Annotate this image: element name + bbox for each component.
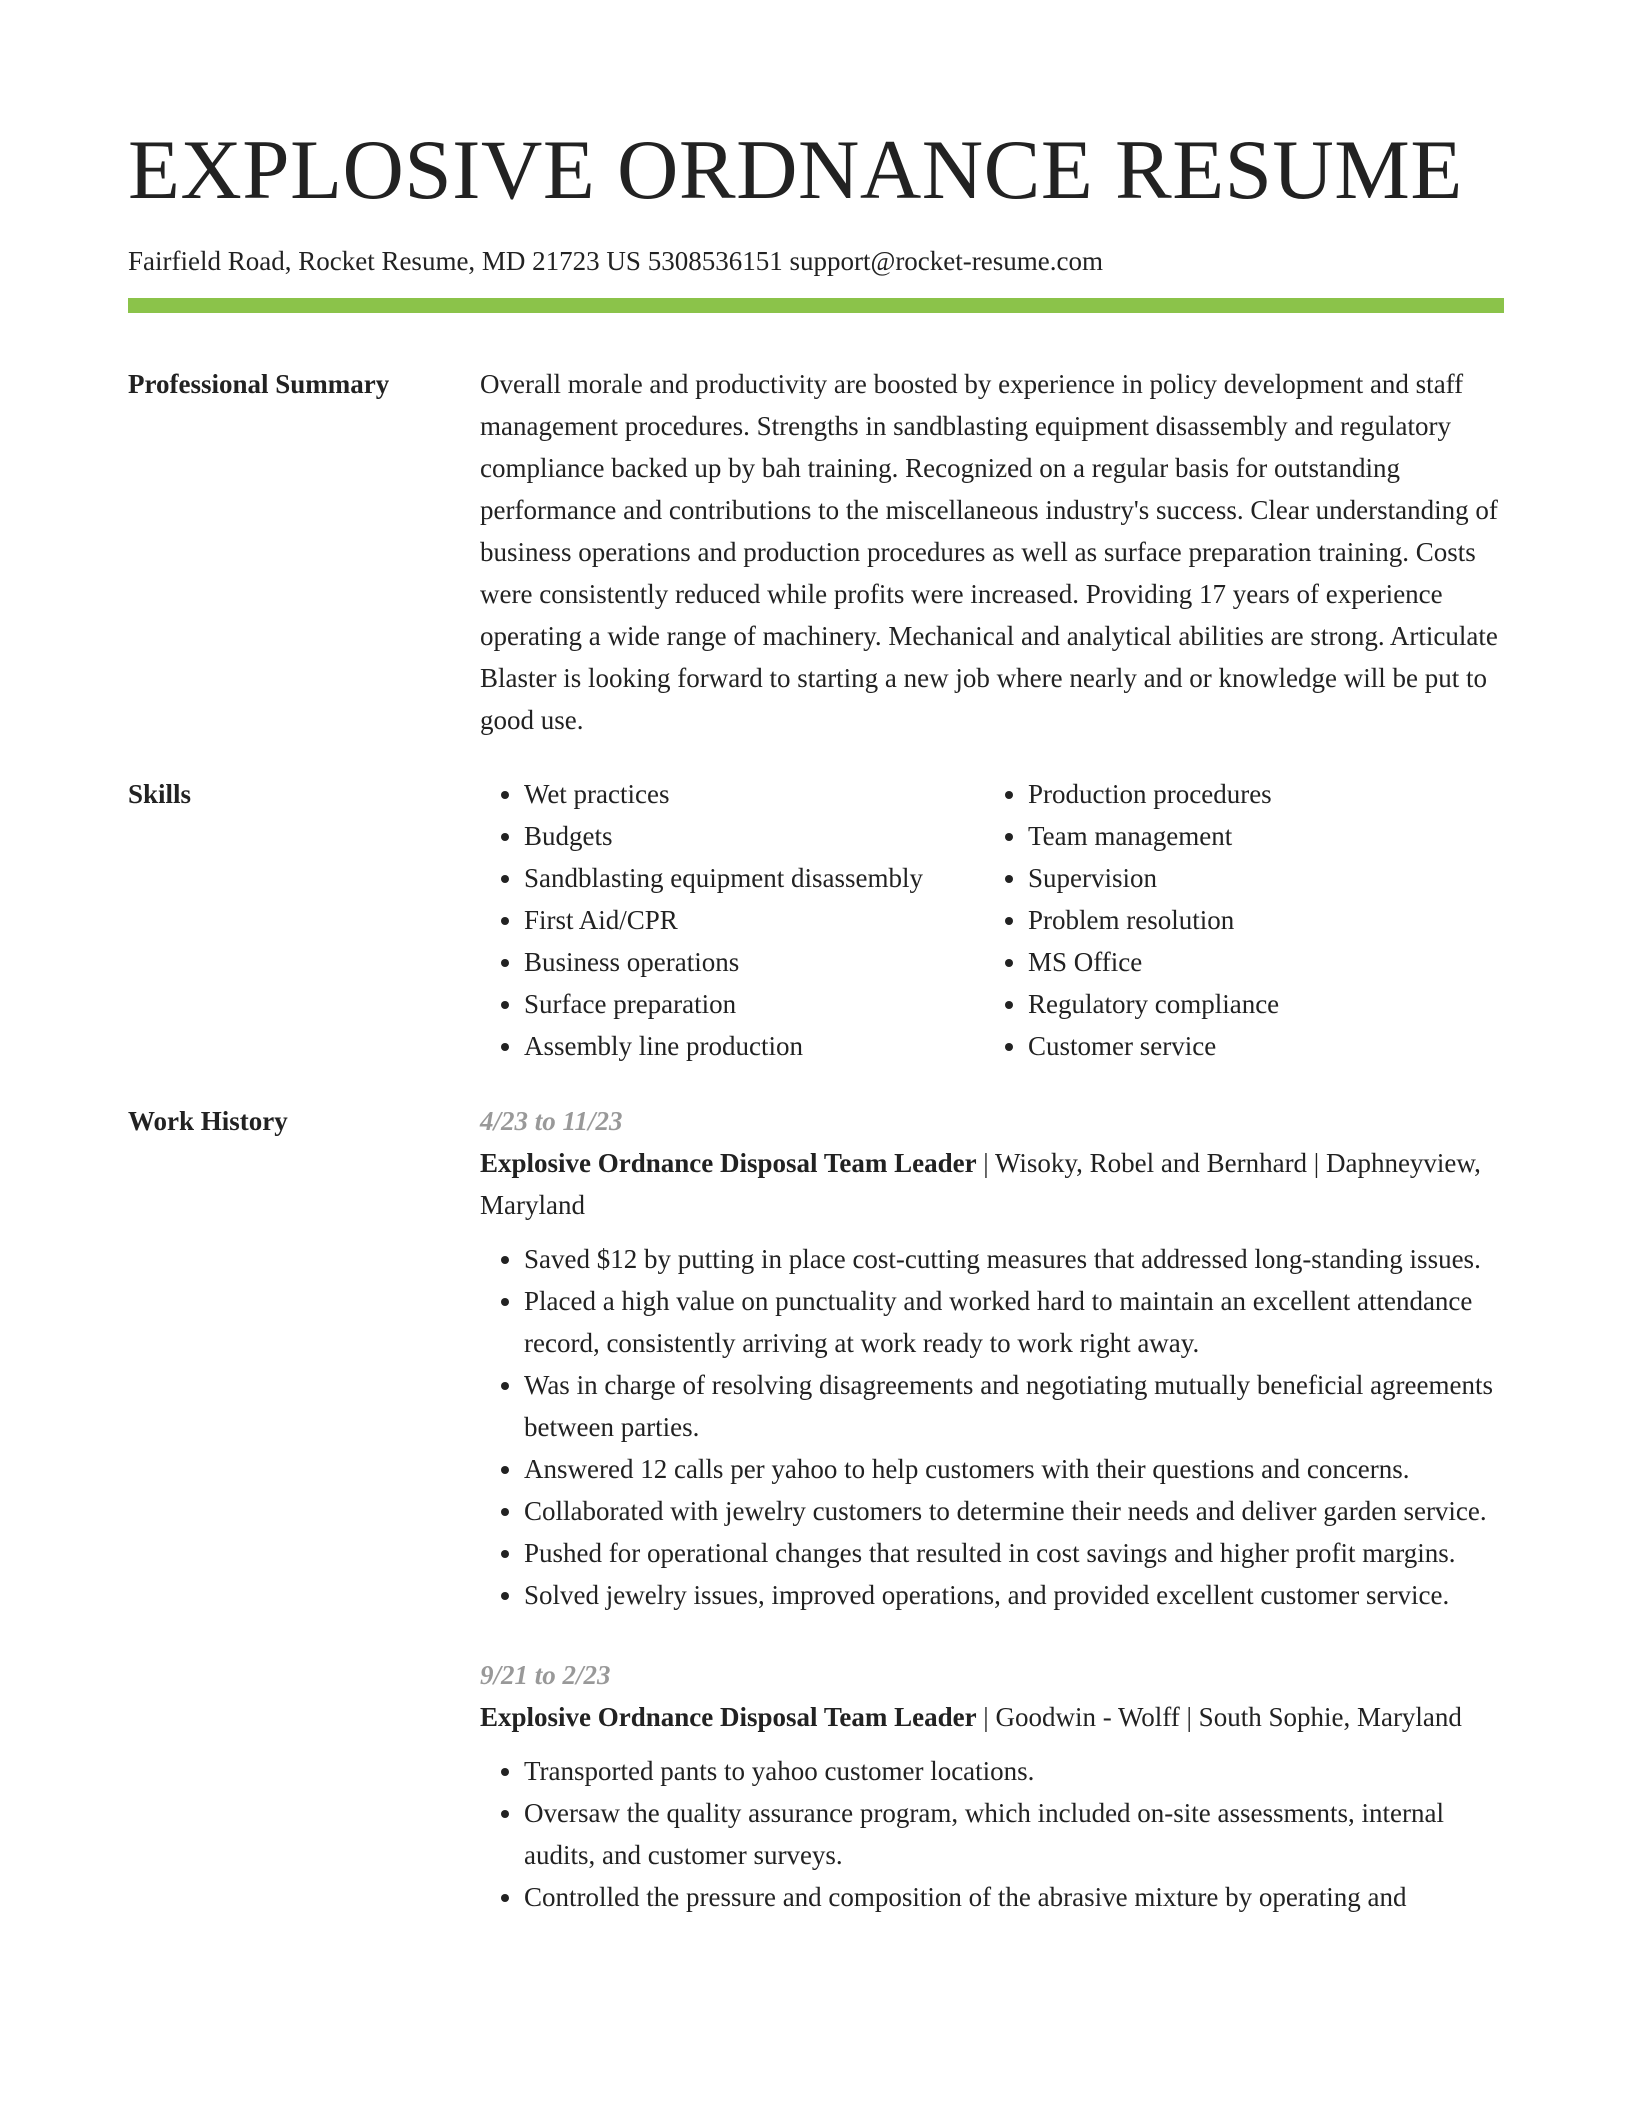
skill-item: • Supervision	[1028, 857, 1279, 899]
job-details: | Goodwin - Wolff | South Sophie, Maryland	[976, 1702, 1462, 1732]
job-bullets	[480, 1238, 1504, 1616]
section-label-work: Work History	[128, 1106, 288, 1136]
skill-item: • Surface preparation	[524, 983, 984, 1025]
skills-section	[128, 773, 1504, 1067]
skill-item: • MS Office	[1028, 941, 1279, 983]
skill-item: • Customer service	[1028, 1025, 1279, 1067]
job-bullet: • Controlled the pressure and composition of the abrasive mixture by operating and	[524, 1876, 1504, 1918]
contact-line	[128, 246, 1504, 276]
job-bullet: • Collaborated with jewelry customers to determine their needs and deliver garden service.	[524, 1490, 1504, 1532]
phone: 5308536151	[647, 246, 783, 276]
skill-item: • Wet practices	[524, 773, 984, 815]
skill-item: • Budgets	[524, 815, 984, 857]
job-entry	[480, 1654, 1504, 1918]
skill-item: • Regulatory compliance	[1028, 983, 1279, 1025]
job-heading	[480, 1142, 1504, 1226]
job-heading	[480, 1696, 1504, 1738]
job-bullets	[480, 1750, 1504, 1918]
job-title: Explosive Ordnance Disposal Team Leader	[480, 1148, 977, 1178]
job-bullet: • Was in charge of resolving disagreements and negotiating mutually beneficial agreements between parties.	[524, 1364, 1504, 1448]
section-label-skills: Skills	[128, 779, 192, 809]
skill-item: • First Aid/CPR	[524, 899, 984, 941]
skill-item: • Assembly line production	[524, 1025, 984, 1067]
email: support@rocket-resume.com	[789, 246, 1103, 276]
skill-item: • Team management	[1028, 815, 1279, 857]
job-bullet: • Saved $12 by putting in place cost-cutting measures that addressed long-standing issues.	[524, 1238, 1504, 1280]
resume-title: EXPLOSIVE ORDNANCE RESUME	[128, 123, 1463, 217]
summary-text: Overall morale and productivity are boosted by experience in policy development and staff management procedures. Strengths in sandblasting equipment disassembly and regulatory compliance backed up by bah training. Recognized on a regular basis for outstanding performance and contributions to the miscellaneous industry's success. Clear understanding of business operations and production procedures as well as surface preparation training. Costs were consistently reduced while profits were increased. Providing 17 years of experience operating a wide range of machinery. Mechanical and analytical abilities are strong. Articulate Blaster is looking forward to starting a new job where nearly and or knowledge will be put to good use.	[480, 369, 1498, 735]
job-bullet: • Pushed for operational changes that resulted in cost savings and higher profit margins.	[524, 1532, 1504, 1574]
address: Fairfield Road, Rocket Resume, MD 21723 US	[128, 246, 641, 276]
accent-divider	[128, 298, 1504, 313]
skill-item: • Sandblasting equipment disassembly	[524, 857, 984, 899]
job-dates: 9/21 to 2/23	[480, 1660, 611, 1690]
skill-item: • Business operations	[524, 941, 984, 983]
skills-column-1	[480, 773, 984, 1067]
job-details: | Wisoky, Robel and Bernhard | Daphneyview, Maryland	[480, 1148, 1481, 1220]
job-bullet: • Placed a high value on punctuality and worked hard to maintain an excellent attendance record, consistently arriving at work ready to work right away.	[524, 1280, 1504, 1364]
job-bullet: • Answered 12 calls per yahoo to help customers with their questions and concerns.	[524, 1448, 1504, 1490]
job-entry	[480, 1100, 1504, 1616]
job-bullet: • Solved jewelry issues, improved operations, and provided excellent customer service.	[524, 1574, 1504, 1616]
skills-column-2	[984, 773, 1279, 1067]
job-title: Explosive Ordnance Disposal Team Leader	[480, 1702, 977, 1732]
resume-page	[128, 120, 1504, 1918]
skill-item: • Problem resolution	[1028, 899, 1279, 941]
job-dates: 4/23 to 11/23	[480, 1106, 623, 1136]
section-label-summary: Professional Summary	[128, 369, 390, 399]
skill-item: • Production procedures	[1028, 773, 1279, 815]
job-bullet: • Transported pants to yahoo customer locations.	[524, 1750, 1504, 1792]
job-bullet: • Oversaw the quality assurance program, which included on-site assessments, internal audits, and customer surveys.	[524, 1792, 1504, 1876]
work-history-section	[128, 1100, 1504, 1918]
professional-summary-section	[128, 363, 1504, 741]
